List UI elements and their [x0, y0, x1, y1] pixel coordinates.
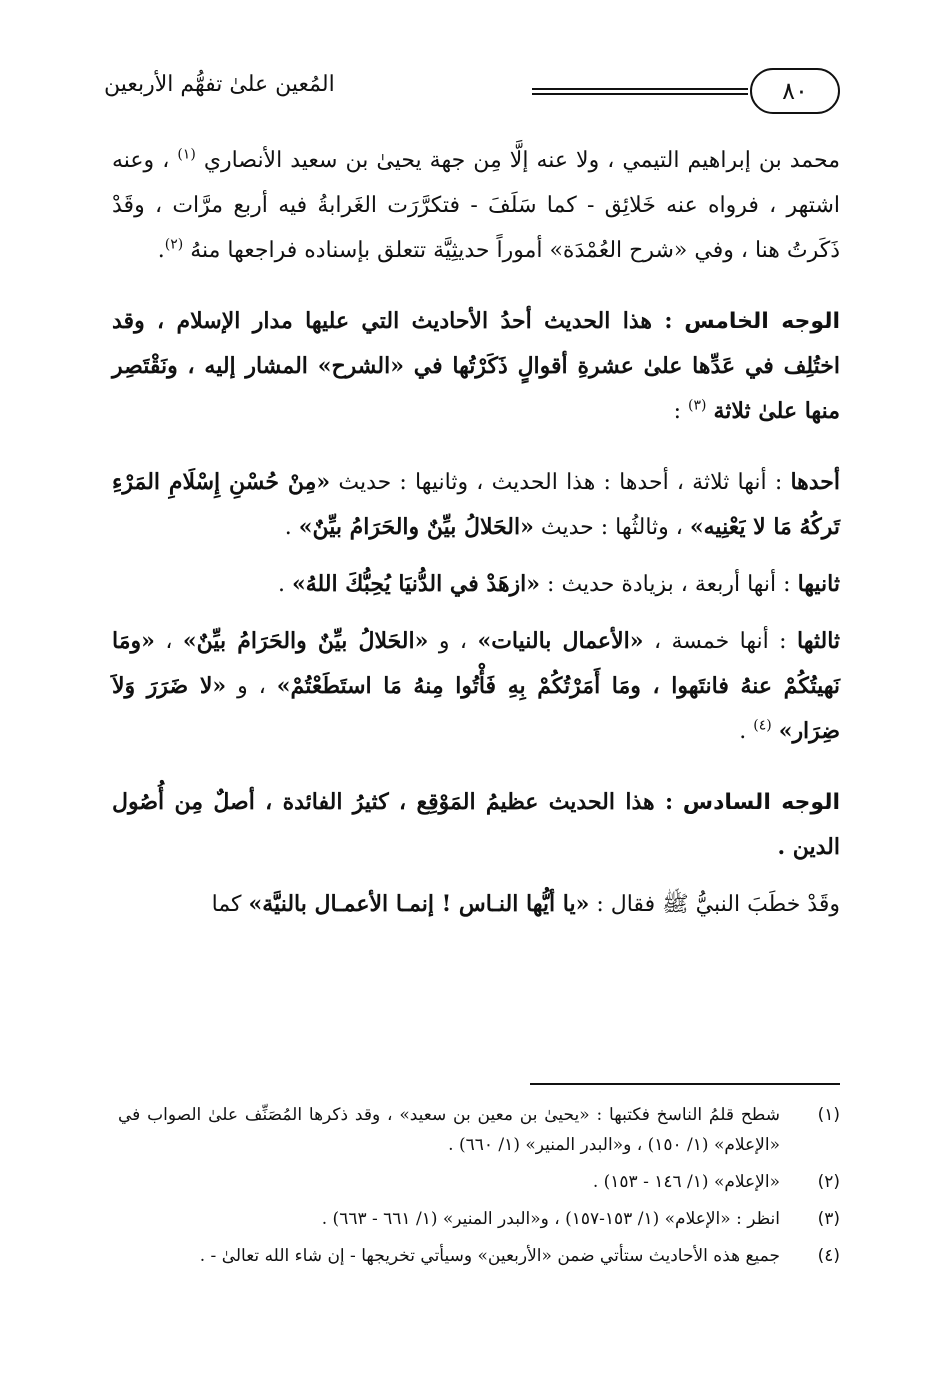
paragraph-6: [112, 780, 840, 870]
p4-end: .: [277, 572, 285, 597]
p3-end: .: [284, 515, 292, 540]
footnote-number: (٤): [817, 1246, 840, 1266]
footnote-3: [118, 1204, 840, 1234]
p4-quote: «ازهَدْ في الدُّنيَا يُحِبُّكَ اللهُ»: [291, 571, 541, 597]
footnote-ref-1[interactable]: (١): [177, 146, 196, 163]
header-double-rule: [532, 82, 748, 96]
paragraph-7: [112, 882, 840, 927]
paragraph-4: [112, 562, 840, 607]
p5-mid-1: ، و: [438, 629, 467, 654]
p7-end: كما: [211, 892, 242, 917]
p2-text: : هذا الحديث أحدُ الأحاديث التي عليها مدار الإسلام ، وقد اختُلِف في عَدِّها علىٰ عشرةِ أقوالٍ ذَكَرْتُها في «الشرح» المشار إليه ، ونَقْتَصِر منها علىٰ ثلاثة: [112, 308, 840, 424]
paragraph-3: [112, 460, 840, 550]
footnote-ref-4[interactable]: (٤): [753, 717, 772, 734]
p5-quote-3: «ومَا نَهيتُكُمْ عنهُ فانتَهوا ، ومَا أَمَرْتُكُمْ بِهِ فَأْتُوا مِنهُ مَا استَطَعْتُمْ»: [112, 628, 841, 699]
section-heading-fifth: الوجه الخامس: [684, 309, 841, 334]
paragraph-2: [112, 299, 840, 434]
p4-lead: ثانيها: [797, 571, 840, 597]
footnote-text: شطح قلمُ الناسخ فكتبها : «يحيىٰ بن معين بن سعيد» ، وقد ذكرها المُصَنِّف علىٰ الصواب في «الإعلام» (١/ ١٥٠) ، و«البدر المنير» (١/ ٦٦٠) .: [118, 1105, 780, 1155]
p5-text: : أنها خمسة ،: [653, 629, 787, 654]
p1-end: .: [157, 238, 165, 263]
footnote-number: (٢): [817, 1172, 840, 1192]
p5-quote-2: «الحَلالُ بيِّنٌ والحَرَامُ بيِّنٌ»: [182, 628, 429, 654]
footnotes: [118, 1100, 840, 1278]
p5-quote-1: «الأعمال بالنيات»: [477, 628, 644, 654]
p7-quote: «يا أيُّها النـاس ! إنمـا الأعمـال بالنيَّة»: [248, 891, 590, 917]
header-rule-line-top: [532, 88, 748, 90]
p3-quote-1: «مِنْ حُسْنِ إِسْلَامِ المَرْءِ تَركُهُ مَا لا يَعْنِيه»: [112, 469, 840, 540]
footnote-number: (١): [817, 1105, 840, 1125]
footnote-ref-3[interactable]: (٣): [688, 397, 707, 414]
paragraph-5: [112, 619, 840, 754]
p3-text: : أنها ثلاثة ، أحدها : هذا الحديث ، وثانيها : حديث: [338, 470, 783, 495]
p5-end: .: [739, 719, 747, 744]
main-text: [112, 138, 840, 927]
footnote-ref-2[interactable]: (٢): [164, 236, 184, 253]
footnote-1: [118, 1100, 840, 1160]
p5-mid-3: ، و: [237, 674, 266, 699]
page-header: [104, 64, 840, 124]
footnote-number: (٣): [817, 1209, 840, 1229]
p5-quote-4: «لا ضَرَرَ وَلاَ ضِرَار»: [112, 673, 840, 744]
book-title: المُعين علىٰ تفهُّم الأربعين: [104, 72, 335, 97]
section-heading-sixth: الوجه السادس: [682, 790, 840, 815]
page-number: ٨٠: [750, 68, 840, 114]
footnote-2: [118, 1167, 840, 1197]
footnote-separator: [530, 1083, 840, 1085]
p6-text: : هذا الحديث عظيمُ المَوْقِع ، كثيرُ الفائدة ، أصلٌ مِن أُصُول الدين .: [112, 789, 840, 860]
p5-lead: ثالثها: [797, 628, 841, 654]
p3-lead: أحدها: [790, 469, 841, 495]
footnote-text: «الإعلام» (١/ ١٤٦ - ١٥٣) .: [592, 1172, 780, 1192]
footnote-4: [118, 1241, 840, 1271]
p1-text: محمد بن إبراهيم التيمي ، ولا عنه إلَّا مِن جهة يحيىٰ بن سعيد الأنصاري: [203, 148, 840, 173]
p3-mid: ، وثالثُها : حديث: [540, 515, 683, 540]
footnote-text: انظر : «الإعلام» (١/ ١٥٣-١٥٧) ، و«البدر المنير» (١/ ٦٦١ - ٦٦٣) .: [321, 1209, 780, 1229]
p2-end: :: [673, 399, 682, 424]
p1-rest: ، وعنه اشتهر ، فرواه عنه خَلائِق - كما سَلَفَ - فتكرَّرَت الغَرابةُ فيه أربع مرَّات ، وقَدْ ذَكَرتُ هنا ، وفي «شرح العُمْدَة» أموراً حديثِيَّة تتعلق بإسناده فراجعها منهُ: [112, 148, 840, 263]
p7-text: وقَدْ خطَبَ النبيُّ ﷺ فقال :: [596, 892, 840, 917]
p4-text: : أنها أربعة ، بزيادة حديث :: [547, 572, 791, 597]
header-rule-line-bottom: [532, 93, 748, 95]
paragraph-1: [112, 138, 840, 273]
p3-quote-2: «الحَلالُ بيِّنٌ والحَرَامُ بيِّنٌ»: [298, 514, 534, 540]
p5-mid-2: ،: [165, 629, 173, 654]
footnote-text: جميع هذه الأحاديث ستأتي ضمن «الأربعين» وسيأتي تخريجها - إن شاء الله تعالىٰ - .: [199, 1246, 780, 1266]
